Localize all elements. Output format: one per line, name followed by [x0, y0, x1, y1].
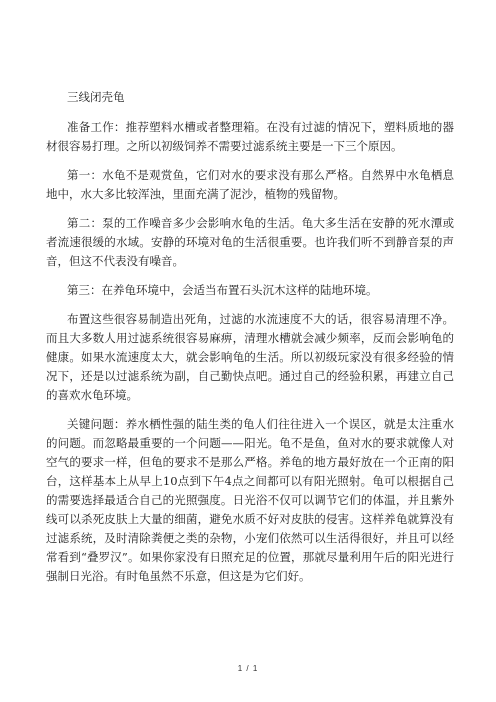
paragraph-key-issue: 关键问题：养水栖性强的陆生类的龟人们往往进入一个误区，就是太注重水的问题。而忽略最重要的一个问题——阳光。龟不是鱼，鱼对水的要求就像人对空气的要求一样，但龟的要求不是那么严格。养龟的地方最好放在一个正南的阳台，这样基本上从早上10点到下午4点之间都可以有阳光照射。龟可以根据自己的需要选择最适合自己的光照强度。日光浴不仅可以调节它们的体温，并且紫外线可以杀死皮肤上大量的细菌，避免水质不好对皮肤的侵害。这样养龟就算没有过滤系统，及时清除粪便之类的杂物，小宠们依然可以生活得很好，并且可以经常看到“叠罗汉”。如果你家没有日照充足的位置，那就尽量利用午后的阳光进行强制日光浴。有时龟虽然不乐意，但这是为它们好。	[46, 417, 454, 583]
document-title: 三线闭壳龟	[67, 90, 125, 104]
paragraph-setup: 布置这些很容易制造出死角，过滤的水流速度不大的话，很容易清理不净。而且大多数人用过滤系统很容易麻痹，清理水槽就会减少频率，反而会影响龟的健康。如果水流速度太大，就会影响龟的生活。所以初级玩家没有很多经验的情况下，还是以过滤系统为副，自己勤快点吧。通过自己的经验积累，再建立自己的喜欢水龟环境。	[46, 312, 454, 402]
page-number: 1 / 1	[237, 664, 259, 673]
paragraph-reason-two: 第二：泵的工作噪音多少会影响水龟的生活。龟大多生活在安静的死水潭或者流速很缓的水域。安静的环境对龟的生活很重要。也许我们听不到静音泵的声音，但这不代表没有噪音。	[46, 216, 454, 268]
document-body	[46, 88, 454, 596]
paragraph-reason-three: 第三：在养龟环境中，会适当布置石头沉木这样的陆地环境。	[67, 283, 378, 297]
paragraph-reason-one: 第一：水龟不是观赏鱼，它们对水的要求没有那么严格。自然界中水龟栖息地中，水大多比较浑浊，里面充满了泥沙，植物的残留物。	[46, 168, 454, 201]
paragraph-preparation: 准备工作：推荐塑料水槽或者整理箱。在没有过滤的情况下，塑料质地的器材很容易打理。之所以初级饲养不需要过滤系统主要是一下三个原因。	[46, 120, 454, 153]
